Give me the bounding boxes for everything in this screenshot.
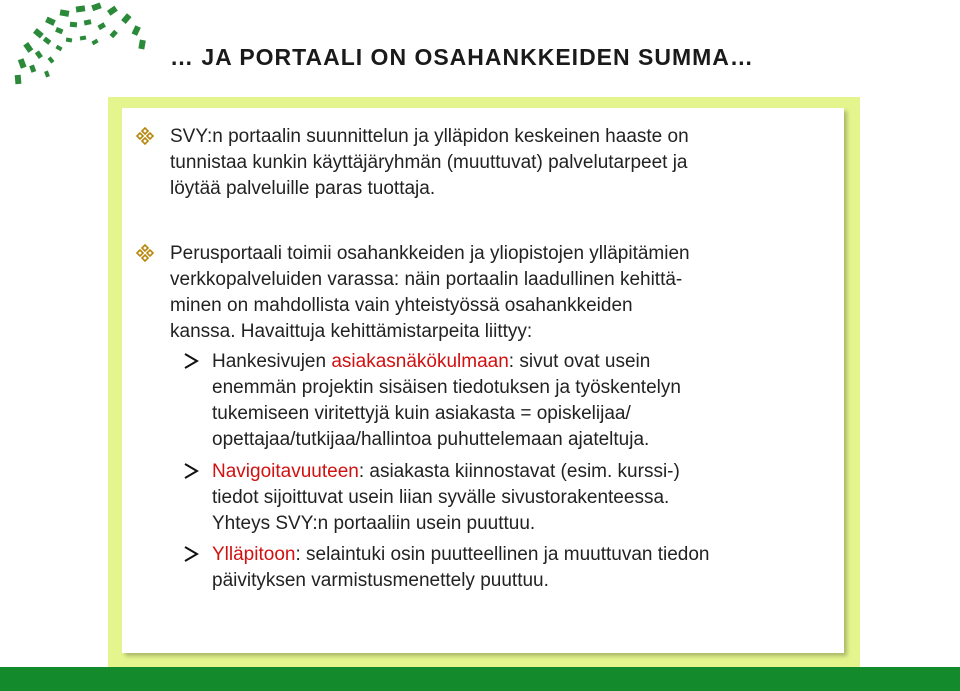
arrow-bullet-icon [182, 352, 200, 370]
green-dots-logo-icon [8, 0, 158, 92]
sub3-highlight: Ylläpitoon [212, 544, 296, 565]
diamond-bullet-icon [136, 244, 154, 262]
sub2-line-1 [212, 459, 680, 485]
sub1-line-3: tukemiseen viritettyjä kuin asiakasta = opiskelijaa/ [212, 403, 631, 424]
sub1-lead-suffix: : sivut ovat usein [508, 351, 651, 372]
bullet2-line-2: verkkopalveluiden varassa: näin portaalin laadullinen kehittä- [170, 269, 683, 290]
slide-title: … JA PORTAALI ON OSAHANKKEIDEN SUMMA… [170, 44, 754, 70]
arrow-bullet-icon [182, 462, 200, 480]
bullet1-line-1: SVY:n portaalin suunnittelun ja ylläpidon keskeinen haaste on [170, 126, 689, 147]
bullet1-line-3: löytää palveluille paras tuottaja. [170, 178, 436, 199]
sub1-line-4: opettajaa/tutkijaa/hallintoa puhuttelemaan ajateltuja. [212, 429, 650, 450]
sub1-highlight: asiakasnäkökulmaan [331, 351, 509, 372]
sub1-line-1 [212, 349, 650, 375]
sub3-line-1 [212, 542, 710, 568]
bullet2-line-3: minen on mahdollista vain yhteistyössä osahankkeiden [170, 295, 633, 316]
sub1-line-2: enemmän projektin sisäisen tiedotuksen ja työskentelyn [212, 377, 681, 398]
sub2-highlight: Navigoitavuuteen [212, 461, 359, 482]
diamond-bullet-icon [136, 127, 154, 145]
bullet2-line-4: kanssa. Havaittuja kehittämistarpeita liittyy: [170, 321, 533, 342]
sub2-lead-suffix: : asiakasta kiinnostavat (esim. kurssi-) [358, 461, 680, 482]
sub3-line-2: päivityksen varmistusmenettely puuttuu. [212, 570, 549, 591]
sub2-line-3: Yhteys SVY:n portaaliin usein puuttuu. [212, 513, 536, 534]
sub2-line-2: tiedot sijoittuvat usein liian syvälle sivustorakenteessa. [212, 487, 670, 508]
bullet1-line-2: tunnistaa kunkin käyttäjäryhmän (muuttuvat) palvelutarpeet ja [170, 152, 688, 173]
sub1-lead-prefix: Hankesivujen [212, 351, 332, 372]
sub3-lead-suffix: : selaintuki osin puutteellinen ja muuttuvan tiedon [295, 544, 710, 565]
bottom-strip [0, 667, 960, 691]
arrow-bullet-icon [182, 545, 200, 563]
bullet2-line-1: Perusportaali toimii osahankkeiden ja yliopistojen ylläpitämien [170, 243, 690, 264]
